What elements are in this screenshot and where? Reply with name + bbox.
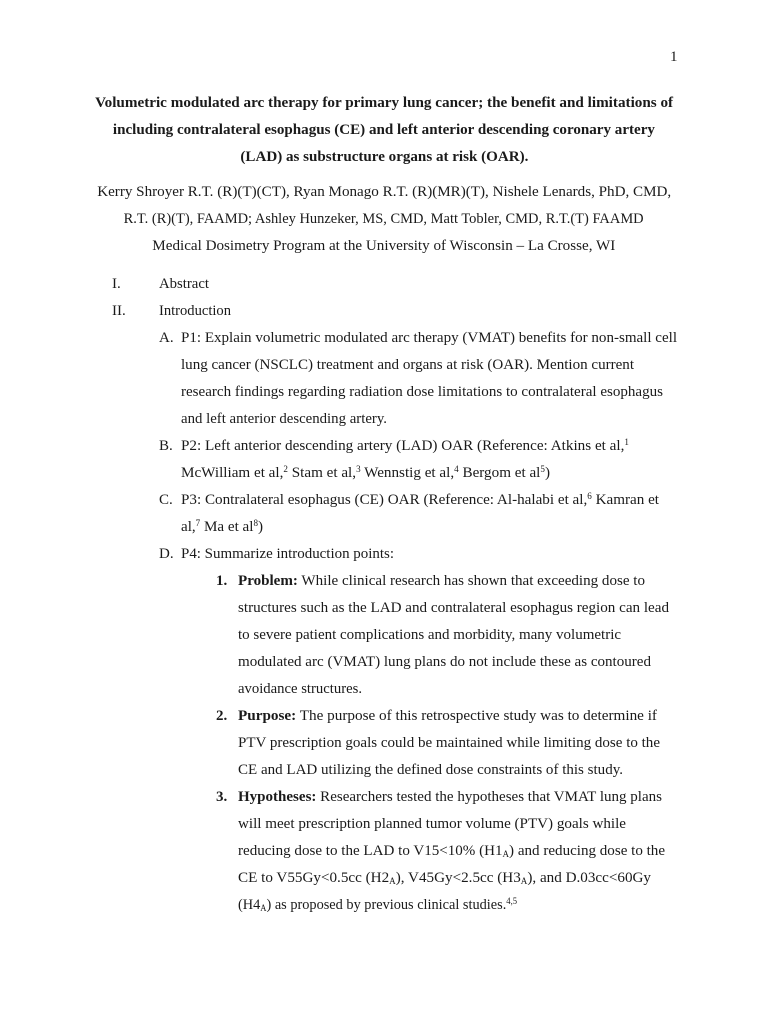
problem-heading: Problem: [238, 573, 298, 589]
paragraph-line: al,$^7$ Ma et $al^8$) [181, 518, 263, 535]
list-item-line: structures such as the LAD and contralateral esophagus region can lead [238, 600, 670, 616]
hypotheses-heading: Hypotheses: [238, 789, 317, 805]
paragraph-line: lung cancer (NSCLC) treatment and organs at risk (OAR). Mention current [181, 357, 634, 373]
paragraph-line: research findings regarding radiation dose limitations to contralateral esophagus [181, 384, 663, 400]
citation: 8 [253, 518, 258, 528]
title-line-1: Volumetric modulated arc therapy for primary lung cancer; the benefit and limitations of [94, 95, 673, 111]
citation: 6 [587, 491, 592, 501]
subsection-letter: D. [159, 546, 174, 562]
author-line-1: Kerry Shroyer R.T. (R)(T)(CT), Ryan Monago R.T. (R)(MR)(T), Nishele Lenards, PhD, CMD, [97, 184, 671, 200]
list-item-line: modulated arc (VMAT) lung plans do not include these as contoured [238, 654, 652, 670]
citation: 4 [454, 464, 459, 474]
subsection-letter: B. [159, 438, 173, 454]
citation: 3 [356, 464, 361, 474]
section-introduction: Introduction [159, 303, 231, 319]
paragraph-line: P1: Explain volumetric modulated arc therapy (VMAT) benefits for non-small cell [181, 330, 678, 346]
paragraph-line: P3: Contralateral esophagus (CE) OAR (Reference: Al-halabi et al,$^6$ Kamran et [181, 491, 660, 508]
affiliation: Medical Dosimetry Program at the University of Wisconsin – La Crosse, WI [152, 238, 616, 254]
list-item-line: $(H4_A)$ as proposed by previous clinical studies.$^{4,5}$ [238, 896, 518, 913]
list-item-line: will meet prescription planned tumor volume (PTV) goals while [238, 816, 627, 832]
citation: 4,5 [506, 896, 518, 906]
subsection-letter: A. [159, 330, 174, 346]
citation: 5 [540, 464, 545, 474]
paragraph-line: McWilliam et al,$^2$ Stam et al,$^3$ Wennstig et al,$^4$ Bergom et $al^5$) [181, 464, 550, 481]
list-item-line: PTV prescription goals could be maintained while limiting dose to the [238, 735, 661, 751]
paragraph-line: and left anterior descending artery. [181, 411, 387, 427]
list-item-line: CE to V55Gy<0.5cc $(H2_A)$, V45Gy<2.5cc $(H3_A)$, and D.03cc<60Gy [238, 870, 651, 886]
paragraph-line: P4: Summarize introduction points: [181, 546, 395, 562]
citation: 7 [195, 518, 201, 528]
title-line-3: (LAD) as substructure organs at risk (OAR). [240, 149, 528, 165]
list-number: 2. [216, 708, 228, 724]
section-number: I. [112, 276, 121, 292]
page-number: 1 [670, 49, 678, 65]
author-line-2: R.T. (R)(T), FAAMD; Ashley Hunzeker, MS, CMD, Matt Tobler, CMD, R.T.(T) FAAMD [124, 211, 644, 227]
list-number: 1. [216, 573, 228, 589]
list-item-line: avoidance structures. [238, 681, 363, 697]
list-item-line: CE and LAD utilizing the defined dose constraints of this study. [238, 762, 624, 778]
section-number: II. [112, 303, 126, 319]
citation: 2 [283, 464, 288, 474]
subsection-letter: C. [159, 492, 173, 508]
paragraph-line: P2: Left anterior descending artery (LAD) OAR (Reference: Atkins et al,$^1$ [181, 437, 629, 454]
section-abstract: Abstract [159, 276, 209, 292]
list-item-line: Purpose: The purpose of this retrospective study was to determine if [238, 708, 657, 724]
citation: 1 [624, 437, 629, 447]
list-item-line: to severe patient complications and morbidity, many volumetric [238, 627, 622, 643]
list-item-line: reducing dose to the LAD to V15<10% $(H1_A)$ and reducing dose to the [238, 843, 666, 859]
purpose-heading: Purpose: [238, 708, 297, 724]
title-line-2: including contralateral esophagus (CE) and left anterior descending coronary artery [112, 122, 656, 138]
list-number: 3. [216, 789, 228, 805]
list-item-line: Hypotheses: Researchers tested the hypotheses that VMAT lung plans [238, 789, 662, 805]
list-item-line: Problem: While clinical research has shown that exceeding dose to [238, 573, 645, 589]
